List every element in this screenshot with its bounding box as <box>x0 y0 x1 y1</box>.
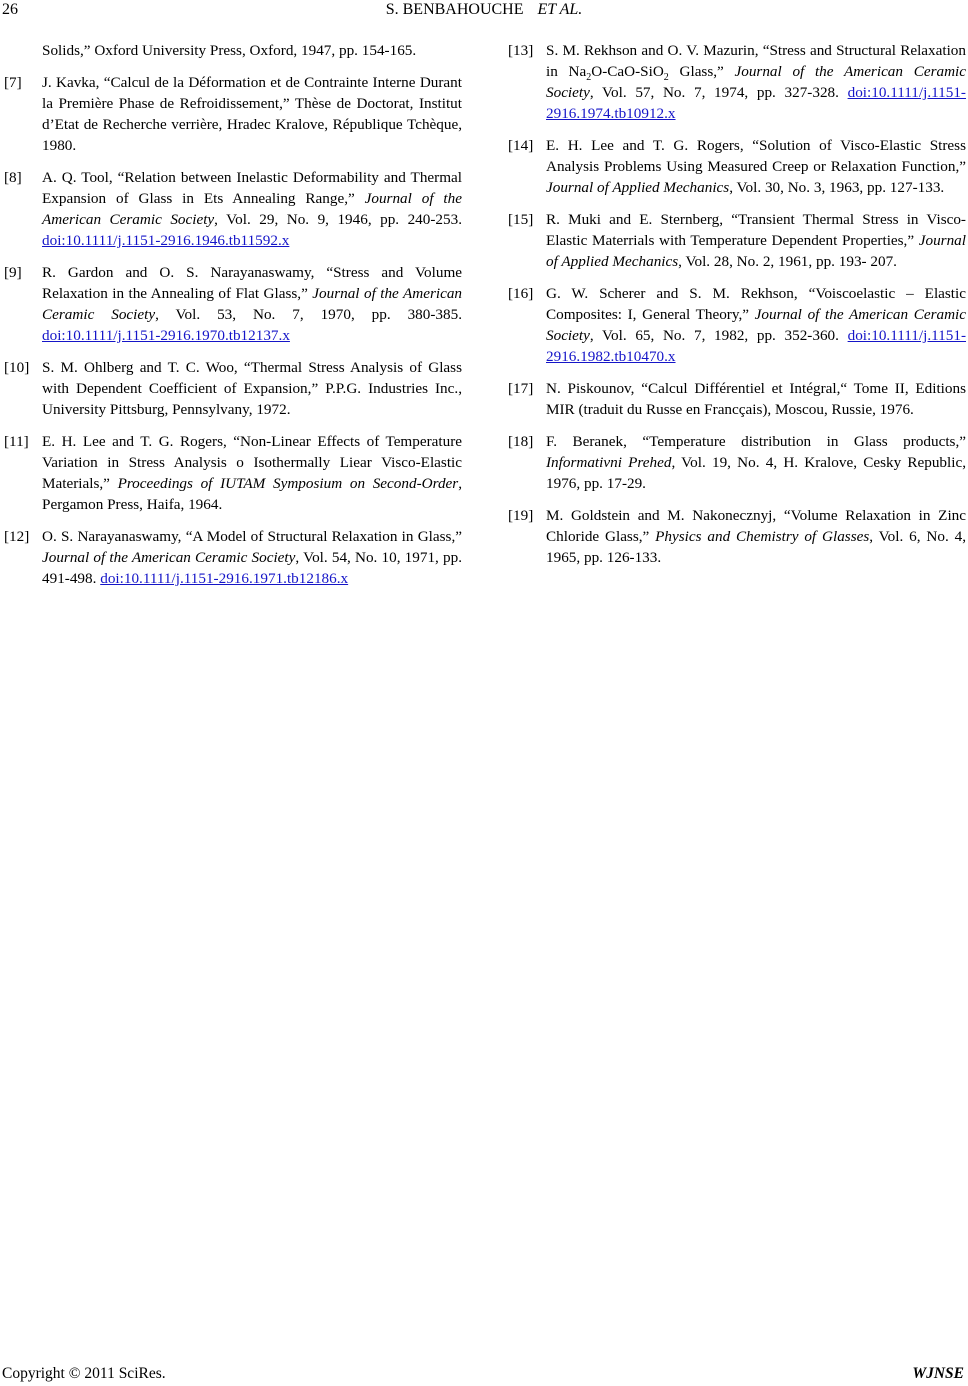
reference-9 <box>4 262 462 346</box>
doi-link[interactable]: doi:10.1111/j.1151-2916.1982.tb10470.x <box>546 327 967 365</box>
reference-number: [10] <box>4 359 30 376</box>
reference-text: O. S. Narayanaswamy, “A Model of Structural Relaxation in Glass,” <box>42 528 462 545</box>
journal-title: Journal of Applied Mechanics <box>546 232 966 270</box>
journal-title: Journal of the American Ceramic Society <box>42 549 296 566</box>
reference-15 <box>508 209 966 272</box>
reference-8 <box>4 167 462 251</box>
journal-title: Journal of Applied Mechanics <box>546 179 730 196</box>
reference-14 <box>508 135 966 198</box>
reference-number: [14] <box>508 137 534 154</box>
subscript: 2 <box>586 72 592 84</box>
page-footer <box>0 1364 968 1386</box>
reference-details: , Vol. 53, No. 7, 1970, pp. 380-385. <box>155 306 462 323</box>
reference-continuation: Solids,” Oxford University Press, Oxford, 1947, pp. 154-165. <box>42 42 417 59</box>
reference-10 <box>4 357 462 420</box>
reference-number: [12] <box>4 528 30 545</box>
reference-number: [8] <box>4 169 22 186</box>
journal-title: Journal of the American Ceramic Society <box>42 285 463 323</box>
reference-details: , Vol. 57, No. 7, 1974, pp. 327-328. <box>589 84 848 101</box>
reference-text: J. Kavka, “Calcul de la Déformation et de Contrainte Interne Durant la Première Phase de Refroidissement,” Thèse de Doctorat, Institut d’Etat de Recherche verrière, Hradec Kralove, République Tchèque, 1980. <box>42 74 462 154</box>
reference-text-cont: O-CaO-SiO <box>591 63 664 80</box>
running-title-etal: ET AL. <box>537 1 583 18</box>
reference-text: R. Muki and E. Sternberg, “Transient Thermal Stress in Visco-Elastic Materrials with Temperature Dependent Properties,” <box>546 211 966 249</box>
journal-title: Physics and Chemistry of Glasses <box>655 528 870 545</box>
page-header <box>0 0 968 26</box>
journal-title: Journal of the American Ceramic Society <box>546 63 966 101</box>
reference-text: S. M. Rekhson and O. V. Mazurin, “Stress and Structural Relaxation in Na <box>546 42 966 80</box>
reference-number: [16] <box>508 285 534 302</box>
reference-details: , Pergamon Press, Haifa, 1964. <box>42 475 462 513</box>
reference-number: [15] <box>508 211 534 228</box>
reference-text: F. Beranek, “Temperature distribution in Glass products,” <box>546 433 966 450</box>
reference-text: S. M. Ohlberg and T. C. Woo, “Thermal Stress Analysis of Glass with Dependent Coefficient of Expansion,” P.P.G. Industries Inc., University Pittsburg, Pennsylvany, 1972. <box>42 359 462 418</box>
reference-13 <box>508 40 966 124</box>
reference-text: R. Gardon and O. S. Narayanaswamy, “Stress and Volume Relaxation in the Annealing of Flat Glass,” <box>42 264 462 302</box>
reference-11 <box>4 431 462 515</box>
doi-link[interactable]: doi:10.1111/j.1151-2916.1970.tb12137.x <box>42 327 290 344</box>
reference-details: , Vol. 19, No. 4, H. Kralove, Cesky Republic, 1976, pp. 17-29. <box>546 454 966 492</box>
copyright-notice: Copyright © 2011 SciRes. <box>2 1365 166 1382</box>
reference-number: [18] <box>508 433 534 450</box>
journal-title: Journal of the American Ceramic Society <box>546 306 966 344</box>
reference-19 <box>508 505 966 568</box>
reference-16 <box>508 283 966 367</box>
reference-number: [17] <box>508 380 534 397</box>
running-title-authors: S. BENBAHOUCHE <box>385 1 524 18</box>
subscript: 2 <box>663 72 669 84</box>
running-title <box>0 0 968 20</box>
reference-number: [19] <box>508 507 534 524</box>
reference-number: [9] <box>4 264 22 281</box>
reference-text: M. Goldstein and M. Nakonecznyj, “Volume Relaxation in Zinc Chloride Glass,” <box>546 507 966 545</box>
reference-details: , Vol. 29, No. 9, 1946, pp. 240-253. <box>214 211 462 228</box>
reference-details: , Vol. 28, No. 2, 1961, pp. 193- 207. <box>678 253 897 270</box>
reference-17 <box>508 378 966 420</box>
reference-7 <box>4 72 462 156</box>
journal-title: Journal of the American Ceramic Society <box>42 190 462 228</box>
right-column <box>508 40 966 579</box>
reference-text: N. Piskounov, “Calcul Différentiel et Intégral,“ Tome II, Editions MIR (traduit du Russe en Francçais), Moscou, Russie, 1976. <box>546 380 966 418</box>
journal-abbreviation: WJNSE <box>912 1365 964 1382</box>
reference-number: [13] <box>508 42 534 59</box>
reference-text: A. Q. Tool, “Relation between Inelastic Deformability and Thermal Expansion of Glass in Ets Annealing Range,” <box>42 169 462 207</box>
doi-link[interactable]: doi:10.1111/j.1151-2916.1974.tb10912.x <box>546 84 966 122</box>
page-number: 26 <box>2 1 18 18</box>
journal-title: Proceedings of IUTAM Symposium on Second-Order <box>117 475 459 492</box>
reference-number: [11] <box>4 433 29 450</box>
reference-text-cont: Glass,” <box>668 63 735 80</box>
journal-title: Informativni Prehed <box>546 454 672 471</box>
reference-details: , Vol. 6, No. 4, 1965, pp. 126-133. <box>546 528 966 566</box>
reference-18 <box>508 431 966 494</box>
reference-text: E. H. Lee and T. G. Rogers, “Solution of Visco-Elastic Stress Analysis Problems Using Measured Creep or Relaxation Function,” <box>546 137 966 175</box>
reference-text: G. W. Scherer and S. M. Rekhson, “Voiscoelastic – Elastic Composites: I, General Theory,” <box>546 285 966 323</box>
reference-number: [7] <box>4 74 22 91</box>
reference-details: , Vol. 54, No. 10, 1971, pp. 491-498. <box>42 549 462 587</box>
reference-details: , Vol. 30, No. 3, 1963, pp. 127-133. <box>729 179 945 196</box>
left-column <box>4 40 462 600</box>
doi-link[interactable]: doi:10.1111/j.1151-2916.1946.tb11592.x <box>42 232 290 249</box>
reference-details: , Vol. 65, No. 7, 1982, pp. 352-360. <box>589 327 839 344</box>
reference-12 <box>4 526 462 589</box>
doi-link[interactable]: doi:10.1111/j.1151-2916.1971.tb12186.x <box>100 570 349 587</box>
reference-text: E. H. Lee and T. G. Rogers, “Non-Linear Effects of Temperature Variation in Stress Analysis o Isothermally Liear Visco-Elastic Materials,” <box>42 433 462 492</box>
